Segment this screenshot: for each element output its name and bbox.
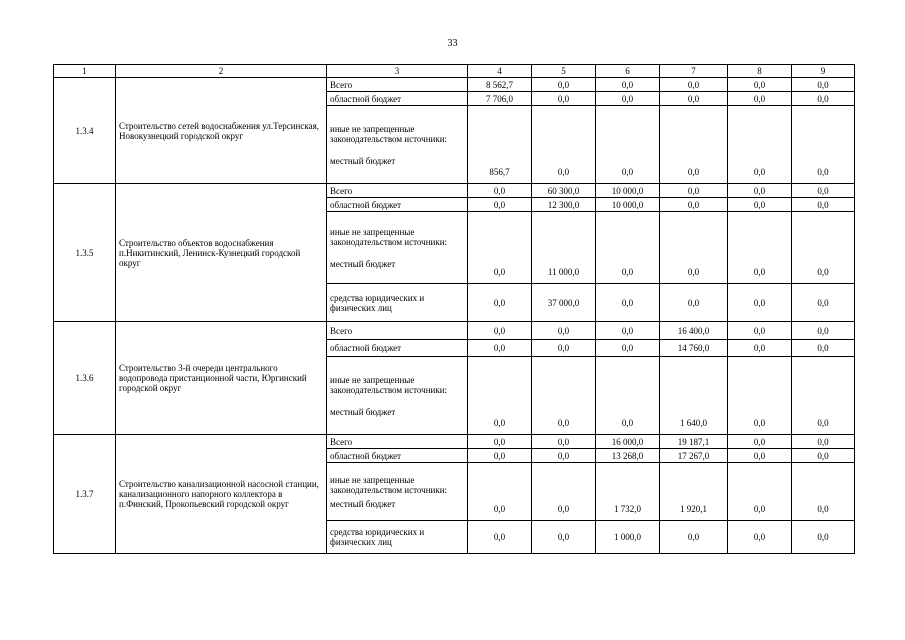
amount-value: 0,0 [753, 532, 766, 542]
amount-value: 0,0 [817, 167, 829, 177]
funding-source-cell: областной бюджет [327, 92, 468, 106]
amount-value: 0,0 [817, 267, 829, 277]
amount-cell [532, 198, 596, 212]
amount-value: 0,0 [557, 167, 570, 177]
funding-source-cell: Всего [327, 78, 468, 92]
amount-cell [468, 198, 532, 212]
item-description: Строительство объектов водоснабжения п.Никитинский, Ленинск-Кузнецкий городской округ [116, 184, 327, 322]
amount-value: 0,0 [493, 450, 506, 461]
column-header: 9 [792, 65, 855, 78]
amount-cell [468, 463, 532, 521]
amount-cell [728, 92, 792, 106]
amount-cell [596, 106, 660, 184]
funding-source-cell [327, 212, 468, 284]
amount-value: 0,0 [493, 504, 506, 514]
funding-source-label: иные не запрещенные законодательством источники: [330, 474, 448, 495]
amount-value: 0,0 [753, 185, 766, 196]
amount-cell [792, 78, 855, 92]
amount-value: 0,0 [687, 532, 700, 542]
amount-value: 0,0 [557, 325, 570, 336]
amount-value: 0,0 [753, 418, 766, 428]
amount-cell [728, 184, 792, 198]
funding-source-cell: Всего [327, 435, 468, 449]
amount-cell [596, 184, 660, 198]
amount-value: 0,0 [687, 267, 700, 277]
amount-value: 0,0 [817, 93, 829, 104]
amount-value: 16 000,0 [611, 436, 644, 447]
amount-value: 19 187,1 [677, 436, 710, 447]
amount-value: 0,0 [557, 504, 570, 514]
amount-cell [660, 284, 728, 322]
amount-cell [596, 198, 660, 212]
amount-cell [728, 340, 792, 357]
amount-cell [728, 212, 792, 284]
amount-value: 0,0 [687, 167, 700, 177]
amount-cell [728, 284, 792, 322]
amount-cell [532, 463, 596, 521]
amount-cell [792, 92, 855, 106]
amount-cell [468, 340, 532, 357]
amount-value: 0,0 [817, 532, 829, 542]
amount-cell [468, 284, 532, 322]
amount-value: 0,0 [753, 450, 766, 461]
amount-cell [532, 357, 596, 435]
amount-cell [728, 198, 792, 212]
item-number: 1.3.6 [54, 322, 116, 435]
item-number: 1.3.7 [54, 435, 116, 554]
table-row [54, 435, 855, 449]
table-row [54, 184, 855, 198]
amount-value: 0,0 [817, 450, 829, 461]
amount-cell [728, 521, 792, 554]
amount-cell [728, 357, 792, 435]
amount-cell [792, 521, 855, 554]
amount-value: 0,0 [557, 93, 570, 104]
amount-value: 0,0 [687, 199, 700, 210]
amount-cell [660, 340, 728, 357]
column-header: 5 [532, 65, 596, 78]
amount-value: 1 640,0 [680, 418, 707, 428]
amount-value: 0,0 [493, 267, 506, 277]
amount-cell [596, 463, 660, 521]
amount-cell [728, 322, 792, 340]
amount-cell [596, 435, 660, 449]
funding-source-cell: областной бюджет [327, 449, 468, 463]
item-description: Строительство канализационной насосной станции, канализационного напорного коллектора в п.Финский, Прокопьевский городской округ [116, 435, 327, 554]
amount-value: 0,0 [621, 167, 634, 177]
funding-source-cell [327, 357, 468, 435]
amount-cell [468, 521, 532, 554]
amount-value: 0,0 [621, 79, 634, 90]
amount-value: 0,0 [621, 418, 634, 428]
amount-value: 0,0 [493, 532, 506, 542]
item-number: 1.3.5 [54, 184, 116, 322]
amount-cell [792, 357, 855, 435]
amount-value: 0,0 [557, 418, 570, 428]
amount-cell [728, 463, 792, 521]
amount-cell [792, 340, 855, 357]
amount-cell [596, 449, 660, 463]
column-header: 4 [468, 65, 532, 78]
amount-cell [660, 357, 728, 435]
amount-value: 1 920,1 [680, 504, 707, 514]
amount-cell [792, 449, 855, 463]
amount-cell [660, 322, 728, 340]
amount-cell [532, 435, 596, 449]
amount-value: 0,0 [817, 185, 829, 196]
amount-value: 0,0 [493, 436, 506, 447]
amount-cell [532, 284, 596, 322]
amount-cell [468, 184, 532, 198]
funding-source-label: иные не запрещенные законодательством источники: [330, 374, 448, 395]
amount-cell [532, 449, 596, 463]
amount-value: 0,0 [753, 167, 766, 177]
amount-value: 0,0 [753, 325, 766, 336]
amount-value: 0,0 [493, 185, 506, 196]
amount-cell [792, 212, 855, 284]
page-number: 33 [447, 38, 458, 49]
amount-cell [596, 92, 660, 106]
amount-value: 0,0 [753, 267, 766, 277]
amount-value: 0,0 [687, 93, 700, 104]
amount-cell [532, 106, 596, 184]
funding-source-cell: областной бюджет [327, 340, 468, 357]
amount-value: 0,0 [817, 199, 829, 210]
header-row [54, 65, 855, 78]
amount-cell [792, 322, 855, 340]
amount-value: 0,0 [557, 532, 570, 542]
table-row [54, 78, 855, 92]
amount-value: 0,0 [817, 79, 829, 90]
item-description: Строительство сетей водоснабжения ул.Терсинская, Новокузнецкий городской округ [116, 78, 327, 184]
amount-value: 1 732,0 [614, 504, 641, 514]
table-body [54, 78, 855, 554]
amount-cell [660, 78, 728, 92]
table-row [54, 322, 855, 340]
amount-cell [532, 212, 596, 284]
amount-cell [596, 521, 660, 554]
amount-value: 0,0 [817, 418, 829, 428]
amount-cell [532, 92, 596, 106]
amount-cell [660, 92, 728, 106]
amount-value: 0,0 [687, 79, 700, 90]
amount-cell [532, 340, 596, 357]
amount-value: 8 562,7 [486, 79, 513, 90]
amount-cell [792, 284, 855, 322]
funding-source-sub-label: местный бюджет [330, 498, 396, 509]
budget-table [53, 64, 855, 554]
amount-cell [728, 106, 792, 184]
amount-cell [728, 449, 792, 463]
amount-cell [468, 357, 532, 435]
amount-cell [792, 463, 855, 521]
amount-cell [468, 78, 532, 92]
amount-value: 0,0 [753, 199, 766, 210]
amount-cell [728, 435, 792, 449]
funding-source-sub-label: местный бюджет [330, 258, 396, 269]
amount-value: 0,0 [493, 199, 506, 210]
amount-value: 0,0 [621, 325, 634, 336]
amount-cell [532, 78, 596, 92]
amount-cell [596, 357, 660, 435]
column-header: 7 [660, 65, 728, 78]
amount-value: 0,0 [687, 297, 700, 308]
funding-source-cell: Всего [327, 322, 468, 340]
column-header: 2 [116, 65, 327, 78]
amount-value: 7 706,0 [486, 93, 513, 104]
funding-source-cell: средства юридических и физических лиц [327, 521, 468, 554]
amount-value: 0,0 [817, 325, 829, 336]
amount-value: 0,0 [753, 343, 766, 353]
amount-cell [660, 463, 728, 521]
amount-value: 0,0 [817, 343, 829, 353]
item-description: Строительство 3-й очереди центрального водопровода пристанционной части, Юргинский городской округ [116, 322, 327, 435]
amount-cell [660, 184, 728, 198]
amount-value: 14 760,0 [677, 343, 710, 353]
amount-cell [792, 435, 855, 449]
amount-value: 13 268,0 [611, 450, 644, 461]
amount-cell [596, 322, 660, 340]
column-header: 8 [728, 65, 792, 78]
amount-value: 11 000,0 [547, 267, 580, 277]
amount-cell [468, 106, 532, 184]
amount-cell [660, 198, 728, 212]
amount-cell [532, 521, 596, 554]
funding-source-cell: Всего [327, 184, 468, 198]
amount-value: 0,0 [753, 504, 766, 514]
amount-value: 37 000,0 [547, 297, 580, 308]
amount-cell [596, 340, 660, 357]
amount-cell [468, 435, 532, 449]
amount-cell [660, 449, 728, 463]
amount-value: 16 400,0 [677, 325, 710, 336]
amount-value: 0,0 [753, 436, 766, 447]
amount-cell [660, 106, 728, 184]
amount-value: 0,0 [621, 297, 634, 308]
amount-value: 0,0 [557, 79, 570, 90]
funding-source-sub-label: местный бюджет [330, 155, 396, 166]
amount-value: 0,0 [753, 93, 766, 104]
amount-value: 856,7 [489, 167, 510, 177]
amount-cell [792, 184, 855, 198]
amount-cell [596, 212, 660, 284]
item-number: 1.3.4 [54, 78, 116, 184]
column-header: 1 [54, 65, 116, 78]
amount-value: 0,0 [493, 297, 506, 308]
funding-source-label: иные не запрещенные законодательством источники: [330, 226, 448, 247]
amount-cell [468, 449, 532, 463]
column-header: 6 [596, 65, 660, 78]
amount-value: 0,0 [753, 79, 766, 90]
amount-value: 0,0 [621, 343, 634, 353]
amount-value: 10 000,0 [611, 185, 644, 196]
funding-source-cell [327, 106, 468, 184]
funding-source-cell: областной бюджет [327, 198, 468, 212]
amount-value: 0,0 [817, 297, 829, 308]
amount-cell [596, 78, 660, 92]
amount-cell [532, 184, 596, 198]
amount-value: 12 300,0 [547, 199, 580, 210]
amount-cell [660, 435, 728, 449]
amount-value: 0,0 [621, 267, 634, 277]
funding-source-cell: средства юридических и физических лиц [327, 284, 468, 322]
column-header: 3 [327, 65, 468, 78]
amount-value: 0,0 [817, 504, 829, 514]
amount-cell [532, 322, 596, 340]
amount-value: 0,0 [557, 436, 570, 447]
amount-cell [468, 212, 532, 284]
amount-value: 0,0 [493, 343, 506, 353]
amount-cell [792, 106, 855, 184]
amount-value: 17 267,0 [677, 450, 710, 461]
funding-source-cell [327, 463, 468, 521]
amount-value: 0,0 [493, 325, 506, 336]
amount-value: 0,0 [621, 93, 634, 104]
amount-value: 0,0 [687, 185, 700, 196]
amount-value: 0,0 [493, 418, 506, 428]
funding-source-sub-label: местный бюджет [330, 406, 396, 417]
amount-cell [468, 322, 532, 340]
funding-source-label: иные не запрещенные законодательством источники: [330, 123, 448, 144]
amount-value: 60 300,0 [547, 185, 580, 196]
amount-value: 0,0 [557, 450, 570, 461]
amount-cell [660, 521, 728, 554]
amount-cell [468, 92, 532, 106]
amount-cell [596, 284, 660, 322]
amount-value: 10 000,0 [611, 199, 644, 210]
amount-value: 0,0 [557, 343, 570, 353]
amount-value: 0,0 [817, 436, 829, 447]
amount-cell [728, 78, 792, 92]
amount-value: 1 000,0 [614, 532, 641, 542]
amount-value: 0,0 [753, 297, 766, 308]
amount-cell [792, 198, 855, 212]
amount-cell [660, 212, 728, 284]
